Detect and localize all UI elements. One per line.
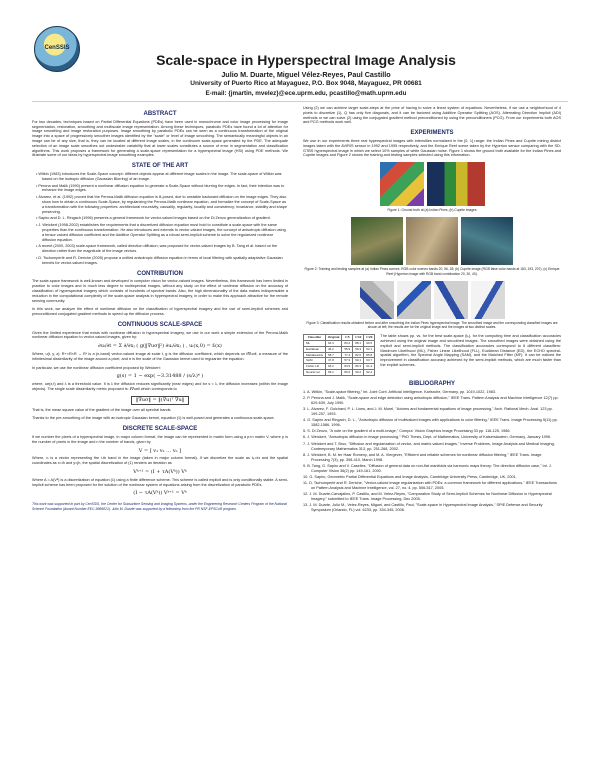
table-cell: Mahalanobis bbox=[304, 352, 326, 358]
cuprite-samples-image bbox=[406, 217, 458, 265]
enrique-reef-samples-image bbox=[461, 217, 513, 265]
contribution-text-1: The scale-space framework is well-known and developed in computer vision for vector-valued images. Nevertheless, this framework has been limited in practice to color images and in much less degree to multispectral images, without any study on the effect of nonlinear diffusion on the accuracy of classification of hyperspectral imagery which consists of hundreds of spectral bands. Also, the high dimensionality of the data makes indispensable a reduction in the computational complexity of the scale-space analysis in hyperspectral imagery, in order to make this approach attractive for the remote sensing community. bbox=[32, 279, 288, 303]
experiments-heading: EXPERIMENTS bbox=[410, 130, 454, 137]
censsis-logo bbox=[34, 26, 80, 72]
intro-text: Using (2) we can achieve larger scale-steps at the price of having to solve a linear system of equations. Nevertheless, if we use a neighborhood of 4 pixels to discretize (1), Q has only five diagonals, and it can be factored using Additive Operator Splitting (AOS). Alternating Direction Implicit (ADI) methods or we can solve (2) using the conjugated gradient method preconditioned by using the preconditioners (PCG). From our experiments both AOS and PCG methods work well. bbox=[303, 106, 561, 125]
table-cell: 57.3 bbox=[342, 358, 353, 364]
poster-authors: Julio M. Duarte, Miguel Vélez-Reyes, Paul Castillo bbox=[221, 70, 391, 79]
continuous-text-1: Given the limited experience that exists with nonlinear diffusion in hyperspectral imagery, we use in our work a simple extension of the Perona-Malik nonlinear diffusion equation to vector-valued images, given by: bbox=[32, 330, 288, 340]
bibliography-item: 2. P. Perona and J. Malik, "Scale-space and edge detection using anisotropic diffusion," IEEE Trans. Pattern Analysis and Machine Intelligence 12(7) pp. 629-639, July 1990. bbox=[303, 395, 559, 405]
figure-1 bbox=[303, 162, 561, 213]
discrete-text-1: If we number the pixels of a hyperspectral image, in major column format, the image can be represented in matrix form using a p×n matrix V, where p is the number of pixels in the image and n the number of bands, given by bbox=[32, 435, 288, 444]
discrete-scale-space-heading: DISCRETE SCALE-SPACE bbox=[122, 426, 198, 433]
table-cell: 47.8 bbox=[326, 358, 342, 364]
bibliography-item: 13. J. M. Duarte, Julio M., Velez-Reyes, Miguel, and Castillo, Paul, "Scale-space in Hyperspectral Image Analysis," SPIE Defense and Security Symposium (Orlando, FL) vol. 6233, pp. 334-345, 2006. bbox=[303, 503, 543, 513]
bibliography-item-text: B. Tang, G. Sapiro and V. Caselles, "Diffusion of general data on non-flat manifolds via harmonic maps theory: The direction diffusion case," Int. J. Computer Vision 36(2) pp. 149-161, 2000. bbox=[307, 463, 552, 473]
table-cell: 91.2 bbox=[364, 364, 375, 370]
classified-image-original bbox=[360, 281, 394, 319]
cuprite-ground-truth-image bbox=[427, 162, 485, 206]
poster-title: Scale-space in Hyperspectral Image Analysis bbox=[156, 52, 456, 68]
bibliography-heading: BIBLIOGRAPHY bbox=[408, 380, 455, 387]
bibliography-item-text: J. M. Duarte-Carvajalino, P. Castillo, and M. Velez-Reyes, "Comparative Study of Semi-Implicit Schemes for Nonlinear Diffusion in Hyperspectral Imagery," submitted to IEEE Trans. Image Processing, Dec 2005. bbox=[309, 492, 552, 502]
bibliography-item: 3. L. Alvarez, F. Guichard, P. L. Lions, and J. M. Morel, "Axioms and fundamental equations of image processing," Arch. Rational Mech. Anal. 123 pp. 199-257, 1993. bbox=[303, 406, 553, 416]
figure-1-caption: Figure 1: Ground truth at (a) Indian Pines, (b) Cuprite images bbox=[387, 208, 477, 213]
continuous-text-6: Thanks to the pre-smoothing of the image with an isotropic Gaussian kernel, equation (1) is well-posed and generates a continuous scale-space. bbox=[32, 416, 275, 421]
figure-3-caption: Figure 3: Classification results obtained before and after smoothing the Indian Pines hyperspectral image. The smoothed image and the corresponding classified images are shown at left; the results are for the original image and the images at two distinct scales. bbox=[306, 320, 558, 330]
results-table bbox=[303, 334, 375, 376]
list-item: • Sapiro and D. L. Ringach (1996) presents a general framework for vector-valued images based on the Di Zenzo generalization of gradient. bbox=[42, 216, 288, 221]
figure-2-caption: Figure 2: Training and testing samples at (a) Indian Pines scenes. RGB color scenes bands 20, 56, 28; (b) Cuprite image (RGB false color bands at 183, 193, 207); (c) Enrique Reef (Hyperion image with RGB band combination 20, 30, 40). bbox=[304, 266, 560, 276]
poster-email: E-mail: {jmartin, mvelez}@ece.uprm.edu, pcastillo@math.uprm.edu bbox=[205, 90, 407, 97]
indian-pines-ground-truth-image bbox=[380, 162, 424, 206]
bibliography-item: 10. G. Sapiro, Geometric Partial Differential Equations and Image Analysis, Cambridge University Press, Cambridge, UK, 2001. bbox=[303, 474, 517, 479]
table-cell: SAM bbox=[304, 358, 326, 364]
table-cell: 69.1 bbox=[326, 369, 342, 375]
figure-3 bbox=[303, 281, 561, 331]
table-cell: 58.7 bbox=[326, 352, 342, 358]
funding-footnote: This work was supported in part by CenSSIS, the Center for Subsurface Sensing and Imaging Systems, under the Engineering Research Centers Program of the National Science Foundation (Award Number EEC-9986821). Julio M. Duarte was supported by a fellowship from the PR NSF-EPSCoR program. bbox=[32, 502, 287, 512]
discrete-text-2: Where, vᵢ is a vector representing the i-th band in the image (taken in major column format). If we discretize the scale as tₖ=kτ and the spatial coordinates as x=ih and y=jh, the spatial discretization of (1) renders an iteration as bbox=[32, 456, 288, 466]
bibliography-item-text: J. Weickert, B. M. ter Haar Romeny, and M. A. Viergever, "Efficient and reliable schemes for nonlinear diffusion filtering," IEEE Trans. Image Processing 7(3), pp. 398-410, March 1998. bbox=[307, 452, 542, 462]
bibliography-item: 6. J. Weickert, "Anisotropic diffusion in image processing," PhD Thesis, Dept. of Mathematics, University of Kaiserslautern, Germany, January 1996. bbox=[303, 435, 552, 440]
table-cell: 83.2 bbox=[342, 340, 353, 346]
classified-image-scale-1 bbox=[397, 281, 431, 319]
bibliography-item-text: P. Perona and J. Malik, "Scale-space and edge detection using anisotropic diffusion," IEEE Trans. Pattern Analysis and Machine Intelligence 12(7) pp. 629-639, July 1990. bbox=[307, 395, 559, 405]
bibliography-item-text: J. M. Duarte, Julio M., Velez-Reyes, Miguel, and Castillo, Paul, "Scale-space in Hyperspectral Image Analysis," SPIE Defense and Security Symposium (Orlando, FL) vol. 6233, pp. 334-345, 2006. bbox=[309, 503, 543, 513]
state-of-art-heading: STATE OF THE ART bbox=[131, 163, 189, 170]
classified-image-scale-2 bbox=[434, 281, 468, 319]
table-cell: 92.4 bbox=[364, 369, 375, 375]
continuous-text-3: In particular, we use the nonlinear diffusion coefficient proposed by Weickert: bbox=[32, 365, 161, 370]
table-cell: 90.2 bbox=[353, 369, 364, 375]
table-cell: 62.1 bbox=[364, 346, 375, 352]
bibliography-list bbox=[303, 390, 561, 514]
bibliography-item-text: L. Alvarez, F. Guichard, P. L. Lions, and J. M. Morel, "Axioms and fundamental equations of image processing," Arch. Rational Mech. Anal. 123 pp. 199-257, 1993. bbox=[307, 406, 553, 416]
equation-4: V = [ v₁ v₂ … vₙ ] bbox=[138, 447, 182, 454]
continuous-text-2: Where, u(t, y, z): R+×R×R → Rⁿ is a (n-band) vector-valued image at scale t, g is the diffusion coefficient, which depends on ‖∇uσ‖, a measure of the infinitesimal dissimilarity of the image around a pixel, and σ is the scale of the Gaussian kernel used to regularize the equation. bbox=[32, 352, 288, 361]
table-cell: 88.1 bbox=[353, 340, 364, 346]
bibliography-item: 5. S. Di Zenzo, "A note on the gradient of a multi-image," Comput. Vision Graphics Image Processing 33 pp. 116-125, 1986. bbox=[303, 429, 511, 434]
column-header: t=10 bbox=[353, 335, 364, 341]
list-item: • D. Tschumperlé and R. Deriche (2005) propose a unified anisotropic diffusion equation in terms of local filtering with spatially adaptative Gaussian kernels for vector-valued images. bbox=[42, 256, 288, 266]
results-block bbox=[303, 334, 561, 376]
table-cell: 89.3 bbox=[353, 364, 364, 370]
list-item: • Witkin (1983) introduces the Scale-Space concept: different objects appear at different image scales in the image. The scale-space of Witkin was based on the isotropic diffusion (Gaussian Blurring) of an image. bbox=[42, 172, 288, 182]
right-column bbox=[303, 106, 561, 746]
equation-3-box: ‖∇uσ‖ = ‖(∇u)ᵀ ∇u‖ bbox=[131, 396, 190, 405]
equation-5: Vᵏ⁺¹ = (I + τA(Vᵏ)) Vᵏ bbox=[133, 469, 187, 476]
bibliography-item: 8. J. Weickert, B. M. ter Haar Romeny, and M. A. Viergever, "Efficient and reliable schemes for nonlinear diffusion filtering," IEEE Trans. Image Processing 7(3), pp. 398-410, March 1998. bbox=[303, 452, 542, 462]
equation-2: g(s) = 1 − exp( −3.31488 / (s/λ)⁴ ) bbox=[116, 373, 204, 380]
table-cell: 90.5 bbox=[364, 340, 375, 346]
bibliography-item: 1. A. Witkin, "Scale-space filtering," Int. Joint Conf. Artificial Intelligence, Karlsruhe, Germany, pp. 1019-1022, 1983. bbox=[303, 389, 496, 394]
table-cell: ML bbox=[304, 340, 326, 346]
bibliography-item: 11. D. Tschumperlé and R. Deriche, "Vector-valued image regularization with PDEs: a common framework for different applications," IEEE Transactions on Pattern Analysis and Machine Intelligence, vol. 27, no. 4, pp. 506-517, 2005. bbox=[303, 481, 557, 491]
bibliography-item-text: J. Weickert and T. Brox, "Diffusion and regularization of vector- and matrix-valued images," Inverse Problems, Image Analysis and Medical Imaging, Contemporary Mathematics 313, pp. 251-268, 2002. bbox=[307, 441, 555, 451]
equation-1: ∂uᵢ/∂t = Σ ∂/∂xⱼ ( g(‖∇uσ‖²) ∂uᵢ/∂xⱼ ) , uᵢ(x,0) = fᵢ(x) bbox=[98, 343, 222, 350]
list-item: • Perona and Malik (1990) present a nonlinear diffusion equation to generate a Scale-Space without blurring the edges. In fact, their intention was to enhance the image edges. bbox=[42, 184, 288, 194]
contribution-text-2: In this work, we analyze the effect of nonlinear diffusion on the classification of hyperspectral imagery and the use of semi-implicit schemes and preconditioned conjugated gradient methods to speed up the diffusion process. bbox=[32, 307, 288, 317]
bibliography-item: 12. J. M. Duarte-Carvajalino, P. Castillo, and M. Velez-Reyes, "Comparative Study of Semi-Implicit Schemes for Nonlinear Diffusion in Hyperspectral Imagery," submitted to IEEE Trans. Image Processing, Dec 2005. bbox=[303, 492, 552, 502]
bibliography-item: 9. B. Tang, G. Sapiro and V. Caselles, "Diffusion of general data on non-flat manifolds via harmonic maps theory: The direction diffusion case," Int. J. Computer Vision 36(2) pp. 149-161, 2000. bbox=[303, 463, 552, 473]
column-header: Classifier bbox=[304, 335, 326, 341]
table-cell: 85.8 bbox=[364, 352, 375, 358]
continuous-text-4: where, uσ(x,t) and λ is a threshold value. It is λ the diffusion reduces significantly (near edges) and for s < λ, the diffusion increases (within the image objects). The single scale dissimilarity metric proposed is: ‖∇uσ‖ which corresponds to bbox=[32, 382, 288, 392]
column-header: t=5 bbox=[342, 335, 353, 341]
figure-2 bbox=[303, 217, 561, 277]
table-cell: 84.5 bbox=[342, 364, 353, 370]
poster-header bbox=[0, 0, 600, 97]
continuous-text-5: That is, the mean square value of the gradient of the image over all spectral bands. bbox=[32, 407, 172, 412]
bibliography-item-text: J. Weickert, "Anisotropic diffusion in image processing," PhD Thesis, Dept. of Mathematics, University of Kaiserslautern, Germany, January 1996. bbox=[307, 435, 552, 440]
state-of-art-list bbox=[32, 172, 288, 266]
equation-6: (I − τA(Vᵏ)) Vᵏ⁺¹ = Vᵏ bbox=[133, 490, 187, 497]
bibliography-item: 7. J. Weickert and T. Brox, "Diffusion and regularization of vector- and matrix-valued images," Inverse Problems, Image Analysis and Medical Imaging, Contemporary Mathematics 313, pp. 251-268, 2002. bbox=[303, 441, 555, 451]
table-cell: 64.3 bbox=[326, 340, 342, 346]
table-cell: 46.2 bbox=[326, 346, 342, 352]
column-header: Original bbox=[326, 335, 342, 341]
indian-pines-samples-image bbox=[351, 217, 403, 265]
bibliography-item-text: S. Di Zenzo, "A note on the gradient of a multi-image," Comput. Vision Graphics Image Processing 33 pp. 116-125, 1986. bbox=[307, 429, 511, 434]
list-item: • Alvarez, et al. (1992) proved that the Perona-Malik diffusion equation is ill-posed, due to unstable backward diffusion on the image edges. They also show how to obtain a continuous Scale-Space, by regularizing the Perona-Malik nonlinear equation, and formalize the concept of Scale-Space as a transformation with the following properties: architectural recursivity, causality, regularity, locality and consistency; invariance, stability and shape preserving. bbox=[42, 195, 288, 214]
table-cell: 86.0 bbox=[342, 369, 353, 375]
bibliography-item: 4. G. Sapiro and Ringach, D. L., "Anisotropic diffusion of multivalued images with applications to color filtering," IEEE Trans. Image Processing 5(11) pp. 1582-1586, 1996. bbox=[303, 418, 558, 427]
logo-text: CenSSIS bbox=[44, 45, 70, 51]
list-item: • J. Weickert (1998-2002) establishes the requirements that a discretized diffusion equation must hold to constitute a scale-space with the same properties than the continuous transformation. He also introduces and extends to vector-valued images, the concept of anisotropic diffusion using a tensor valued diffusion coefficient and the Additive Operator Splitting as a robust semi-implicit scheme to solve the regularized nonlinear diffusion equation. bbox=[42, 223, 288, 242]
header-divider bbox=[32, 101, 568, 102]
classified-image-scale-3 bbox=[471, 281, 505, 319]
list-item: • A recent (2000, 2003) scale-space framework, called direction diffusion, was proposed for vector-valued images by B. Tang et al. based on the direction rather than the magnitude of the image vectors. bbox=[42, 244, 288, 254]
table-cell: Euclidean bbox=[304, 346, 326, 352]
continuous-scale-space-heading: CONTINUOUS SCALE-SPACE bbox=[117, 321, 203, 328]
bibliography-item-text: G. Sapiro, Geometric Partial Differential Equations and Image Analysis, Cambridge University Press, Cambridge, UK, 2001. bbox=[309, 474, 517, 479]
contribution-heading: CONTRIBUTION bbox=[137, 270, 183, 277]
table-cell: 66.2 bbox=[326, 364, 342, 370]
experiments-text: We use in our experiments three real hyperspectral images with intensities normalized in the [0, 1] range: the Indian Pines and Cuprite mining district images taken with the AVIRIS sensor in 1992 and 1995 respectively, and the Enrique Reef scene taken by the Hyperion sensor comparing with the SD-GTBS hyperspectral image in which we select 10% samples of white Gaussian noise. Figure 1 shows the ground truth available for the Indian Pines and Cuprite images and Figure 2 shows the training and testing samples selected using this information. bbox=[303, 138, 561, 158]
results-text: The table shows pp. vs. for the best scale-space (tₖ), for the computing time and classification accuracies achieved using the original image and smoothed images. The smoothed images were obtained using the explicit and semi-implicit methods. The classification accuracies correspond to 6 different classifiers: Maximum Likelihood (ML), Fisher Linear Likelihood (FLL), Euclidean Distance (ED), the ECHO spectral-spatial algorithm, the Spectral Angle Mapping (SAM), and the Matched Filter (MF). It can be noticed the improvement in classification accuracy achieved by the semi-implicit methods, which are much faster than the explicit schemes. bbox=[380, 334, 561, 367]
abstract-text: For two decades, techniques based on Partial Differential Equations (PDEs) have been used in monochrome and color image processing for image segmentation, restoration, smoothing and multiscale image representation. Among these techniques, parabolic PDEs have found a lot of attention for image smoothing and image restoration purposes. Image smoothing by parabolic PDEs can be seen as a continuous transformation of the original image into a space of progressively smoother images identified by the "scale" or level of image smoothing. The semantically meaningful objects in an image can be of any size, that is, they can be located at different image scales, in the continuum scale-space generated by the PDE. The adequate selection of an image scale smoothes out undesirable variability that at lower scales constitutes a source of error in segmentation and classification algorithms. This work proposes a framework for generating a scale-space representation for a hyperspectral image (HSI) using PDE methods. We illustrate some of our ideas by hyperspectral image smoothing examples. bbox=[32, 119, 288, 158]
equation-3 bbox=[32, 396, 288, 405]
table-cell: Fisher LD bbox=[304, 364, 326, 370]
table-cell: Neural net bbox=[304, 369, 326, 375]
poster-affiliation: University of Puerto Rico at Mayaguez, P.O. Box 9048, Mayaguez, PR 00681 bbox=[190, 80, 422, 87]
table-cell: 63.7 bbox=[364, 358, 375, 364]
table-row bbox=[304, 369, 375, 375]
abstract-heading: ABSTRACT bbox=[143, 111, 177, 117]
bibliography-item-text: A. Witkin, "Scale-space filtering," Int. Joint Conf. Artificial Intelligence, Karlsruhe, Germany, pp. 1019-1022, 1983. bbox=[307, 389, 496, 394]
discrete-text-3: Where A = A(Vᵏ) is a discretization of equation (1) using a finite difference scheme. This scheme is called explicit and is only conditionally stable. A semi-implicit scheme has been proposed for the solution of the nonlinear system of equations arising from the discretization of parabolic PDEs. bbox=[32, 477, 288, 487]
column-header: t=20 bbox=[364, 335, 375, 341]
bibliography-item-text: G. Sapiro and Ringach, D. L., "Anisotropic diffusion of multivalued images with applications to color filtering," IEEE Trans. Image Processing 5(11) pp. 1582-1586, 1996. bbox=[307, 418, 558, 427]
table-cell: 77.4 bbox=[342, 352, 353, 358]
bibliography-item-text: D. Tschumperlé and R. Deriche, "Vector-valued image regularization with PDEs: a common framework for different applications," IEEE Transactions on Pattern Analysis and Machine Intelligence, vol. 27, no. 4, pp. 506-517, 2005. bbox=[309, 481, 557, 491]
table-cell: 60.1 bbox=[353, 358, 364, 364]
table-cell: 82.6 bbox=[353, 352, 364, 358]
table-cell: 59.4 bbox=[353, 346, 364, 352]
left-column bbox=[32, 106, 288, 746]
table-cell: 55.9 bbox=[342, 346, 353, 352]
